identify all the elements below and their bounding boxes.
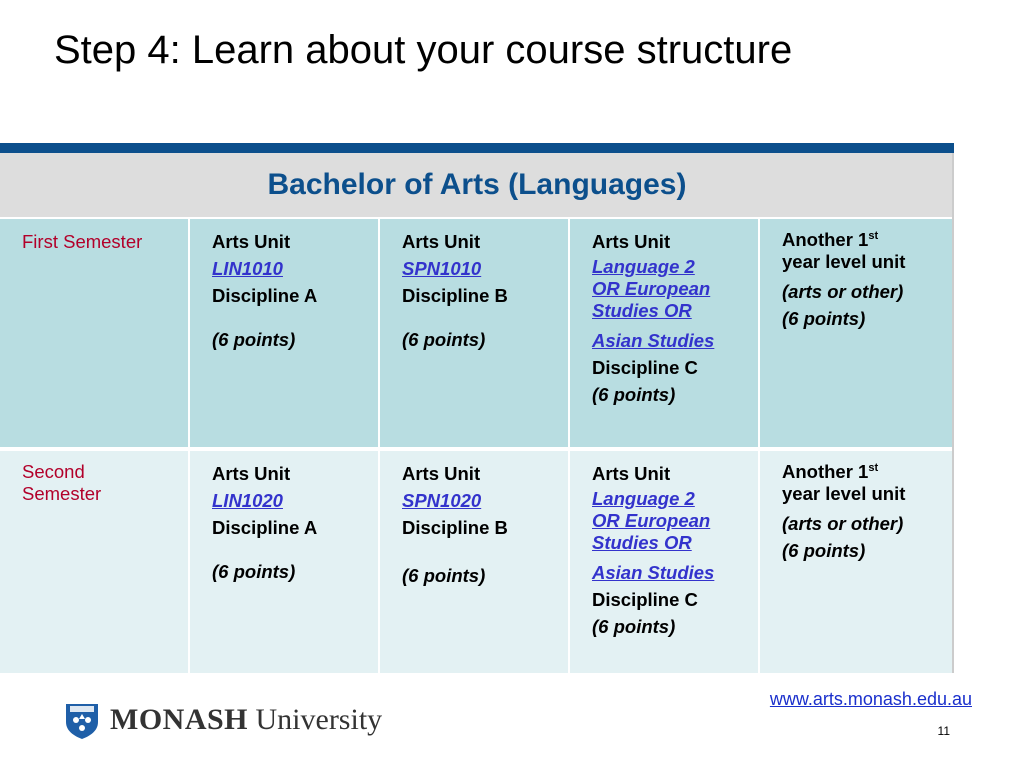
- unit-type: Arts Unit: [212, 463, 291, 484]
- discipline-label: Discipline A: [212, 284, 318, 306]
- elective-line1: [782, 229, 952, 251]
- table-top-bar: [0, 143, 954, 153]
- elective-note: (arts or other): [782, 281, 904, 303]
- unit-cell-spn1020: [380, 451, 570, 673]
- course-structure-table: [0, 143, 954, 673]
- european-studies-link[interactable]: OR European: [592, 278, 711, 299]
- asian-studies-link[interactable]: Asian Studies: [592, 330, 715, 352]
- monash-crest-icon: [62, 700, 102, 740]
- discipline-label: Discipline C: [592, 589, 698, 611]
- unit-type: Arts Unit: [402, 231, 481, 252]
- elective-note: (arts or other): [782, 513, 904, 535]
- points-label: (6 points): [212, 329, 296, 351]
- unit-type: Arts Unit: [212, 231, 291, 252]
- discipline-label: Discipline B: [402, 516, 508, 538]
- unit-code-link-lin1010[interactable]: LIN1010: [212, 257, 283, 279]
- studies-or-link[interactable]: Studies OR: [592, 300, 692, 322]
- unit-cell-elective: [760, 451, 952, 673]
- semester-label: [0, 451, 190, 673]
- unit-type: Arts Unit: [592, 231, 671, 252]
- unit-cell-elective: [760, 219, 952, 447]
- unit-type: Arts Unit: [592, 463, 671, 484]
- table-row-second-semester: [0, 451, 952, 673]
- unit-cell-lin1010: [190, 219, 380, 447]
- ordinal-suffix: st: [868, 229, 879, 242]
- elective-line1-text: Another 1: [782, 229, 869, 250]
- unit-cell-spn1010: [380, 219, 570, 447]
- points-label: (6 points): [402, 565, 486, 587]
- points-label: (6 points): [402, 329, 486, 351]
- unit-cell-language-2: [570, 451, 760, 673]
- table-right-edge: [952, 153, 954, 673]
- elective-line2: year level unit: [782, 483, 906, 505]
- semester-label-line1: Second: [22, 461, 85, 482]
- website-link[interactable]: www.arts.monash.edu.au: [769, 689, 972, 709]
- ordinal-suffix: st: [868, 461, 879, 474]
- points-label: (6 points): [592, 384, 676, 405]
- elective-line2: year level unit: [782, 251, 906, 273]
- semester-label-text: First Semester: [22, 231, 143, 252]
- semester-label: [0, 219, 190, 447]
- logo-suffix: University: [248, 703, 383, 736]
- european-studies-link[interactable]: OR European: [592, 510, 711, 531]
- discipline-label: Discipline B: [402, 284, 508, 306]
- slide-title: Step 4: Learn about your course structure: [54, 28, 793, 72]
- points-label: (6 points): [782, 540, 866, 562]
- unit-cell-lin1020: [190, 451, 380, 673]
- table-row-first-semester: [0, 219, 952, 447]
- unit-cell-language-2: [570, 219, 760, 447]
- points-label: (6 points): [782, 308, 866, 330]
- table-heading: Bachelor of Arts (Languages): [0, 153, 954, 217]
- unit-code-link-lin1020[interactable]: LIN1020: [212, 489, 283, 511]
- unit-code-link-spn1020[interactable]: SPN1020: [402, 489, 482, 511]
- language-2-link[interactable]: Language 2: [592, 255, 695, 277]
- logo-brand: MONASH: [110, 703, 248, 736]
- semester-label-line2: Semester: [22, 483, 102, 505]
- discipline-label: Discipline A: [212, 516, 318, 538]
- language-options-link[interactable]: [592, 256, 758, 323]
- monash-wordmark: [110, 703, 382, 737]
- asian-studies-link[interactable]: Asian Studies: [592, 562, 715, 584]
- elective-line1: [782, 461, 952, 483]
- monash-logo: [62, 700, 382, 740]
- page-number: 11: [937, 724, 950, 738]
- elective-line1-text: Another 1: [782, 461, 869, 482]
- language-2-link[interactable]: Language 2: [592, 487, 695, 509]
- points-label: (6 points): [212, 561, 296, 583]
- unit-code-link-spn1010[interactable]: SPN1010: [402, 257, 482, 279]
- unit-type: Arts Unit: [402, 463, 481, 484]
- points-label: (6 points): [592, 616, 676, 637]
- discipline-label: Discipline C: [592, 357, 698, 379]
- studies-or-link[interactable]: Studies OR: [592, 532, 692, 554]
- language-options-link[interactable]: [592, 488, 758, 555]
